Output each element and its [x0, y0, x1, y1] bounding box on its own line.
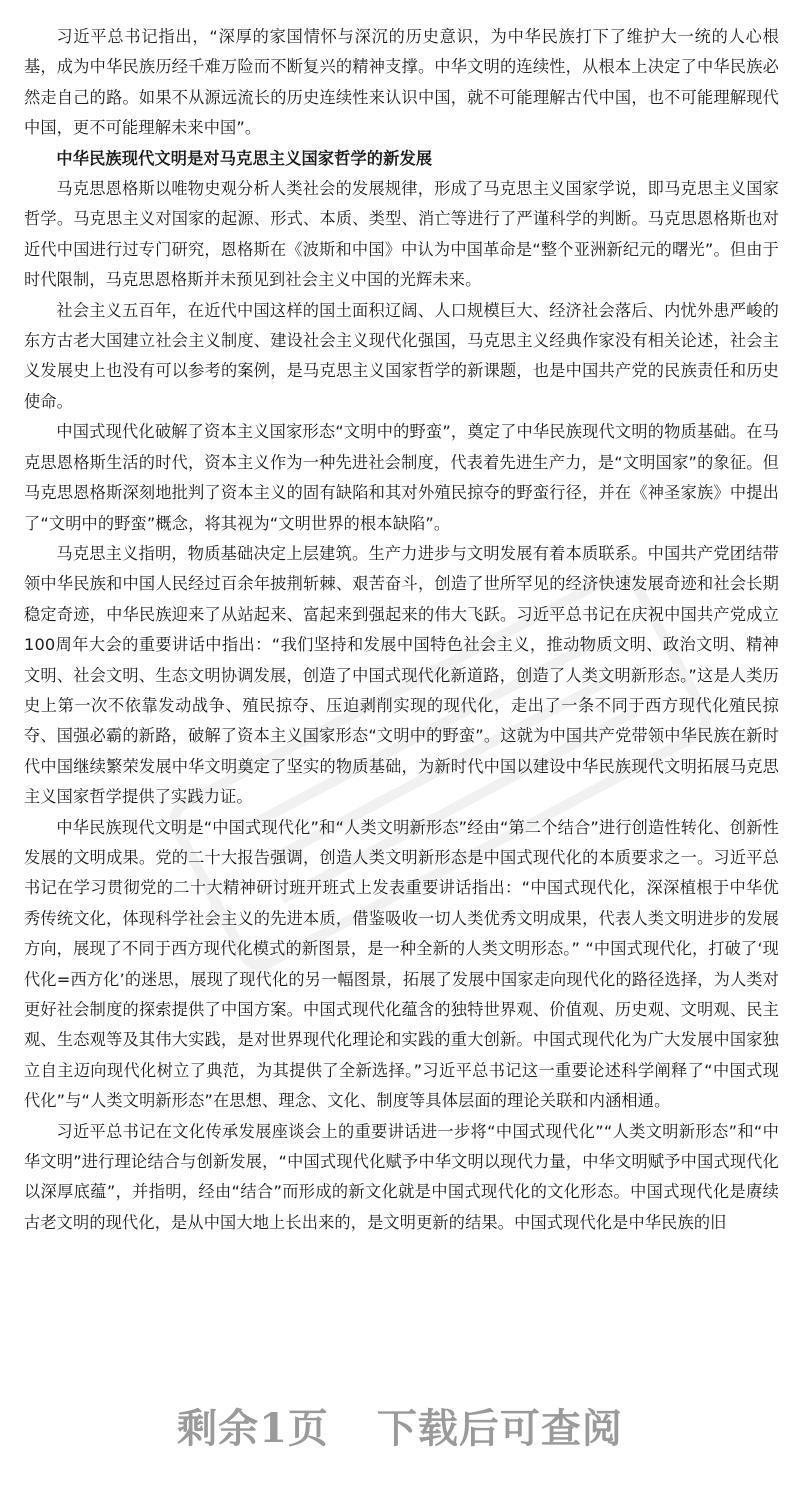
download-banner[interactable]: [0, 1404, 800, 1454]
paragraph-7: 习近平总书记在文化传承发展座谈会上的重要讲话进一步将“中国式现代化”“人类文明新形态”和“中华文明”进行理论结合与创新发展，“中国式现代化赋予中华文明以现代力量，中华文明赋予中国式现代化以深厚底蕴”，并指明，经由“结合”而形成的新文化就是中国式现代化的文化形态。中国式现代化是赓续古老文明的现代化，是从中国大地上长出来的，是文明更新的结果。中国式现代化是中华民族的旧: [24, 1121, 779, 1232]
paragraph-1: 习近平总书记指出，“深厚的家国情怀与深沉的历史意识，为中华民族打下了维护大一统的人心根基，成为中华民族历经千难万险而不断复兴的精神支撑。中华文明的连续性，从根本上决定了中华民族必然走自己的路。如果不从源远流长的历史连续性来认识中国，就不可能理解古代中国，也不可能理解现代中国，更不可能理解未来中国”。: [24, 27, 779, 138]
paragraph-4: 中国式现代化破解了资本主义国家形态“文明中的野蛮”，奠定了中华民族现代文明的物质基础。在马克思恩格斯生活的时代，资本主义作为一种先进社会制度，代表着先进生产力，是“文明国家”的象征。但马克思恩格斯深刻地批判了资本主义的固有缺陷和其对外殖民掠夺的野蛮行径，并在《神圣家族》中提出了“文明中的野蛮”概念，将其视为“文明世界的根本缺陷”。: [24, 422, 779, 533]
section-heading: 中华民族现代文明是对马克思主义国家哲学的新发展: [56, 148, 433, 168]
article-body: [24, 22, 779, 1238]
paragraph-6: 中华民族现代文明是“中国式现代化”和“人类文明新形态”经由“第二个结合”进行创造性转化、创新性发展的文明成果。党的二十大报告强调，创造人类文明新形态是中国式现代化的本质要求之一。习近平总书记在学习贯彻党的二十大精神研讨班开班式上发表重要讲话指出：“中国式现代化，深深植根于中华优秀传统文化，体现科学社会主义的先进本质，借鉴吸收一切人类优秀文明成果，代表人类文明进步的发展方向，展现了不同于西方现代化模式的新图景，是一种全新的人类文明形态。” “中国式现代化，打破了‘现代化=西方化’的迷思，展现了现代化的另一幅图景，拓展了发展中国家走向现代化的路径选择，为人类对更好社会制度的探索提供了中国方案。中国式现代化蕴含的独特世界观、价值观、历史观、文明观、民主观、生态观等及其伟大实践，是对世界现代化理论和实践的重大创新。中国式现代化为广大发展中国家独立自主迈向现代化树立了典范，为其提供了全新选择。”习近平总书记这一重要论述科学阐释了“中国式现代化”与“人类文明新形态”在思想、理念、文化、制度等具体层面的理论关联和内涵相通。: [24, 817, 779, 1111]
paragraph-5: 马克思主义指明，物质基础决定上层建筑。生产力进步与文明发展有着本质联系。中国共产党团结带领中华民族和中国人民经过百余年披荆斩棘、艰苦奋斗，创造了世所罕见的经济快速发展奇迹和社会长期稳定奇迹，中华民族迎来了从站起来、富起来到强起来的伟大飞跃。习近平总书记在庆祝中国共产党成立100周年大会的重要讲话中指出：“我们坚持和发展中国特色社会主义，推动物质文明、政治文明、精神文明、社会文明、生态文明协调发展，创造了中国式现代化新道路，创造了人类文明新形态。”这是人类历史上第一次不依靠发动战争、殖民掠夺、压迫剥削实现的现代化，走出了一条不同于西方现代化殖民掠夺、国强必霸的新路，破解了资本主义国家形态“文明中的野蛮”。这就为中国共产党带领中华民族在新时代中国继续繁荣发展中华文明奠定了坚实的物质基础，为新时代中国以建设中华民族现代文明拓展马克思主义国家哲学提供了实践力证。: [24, 543, 779, 807]
download-to-view-label[interactable]: 下载后可查阅: [376, 1405, 623, 1452]
paragraph-2: 马克思恩格斯以唯物史观分析人类社会的发展规律，形成了马克思主义国家学说，即马克思主义国家哲学。马克思主义对国家的起源、形式、本质、类型、消亡等进行了严谨科学的判断。马克思恩格斯也对近代中国进行过专门研究，恩格斯在《波斯和中国》中认为中国革命是“整个亚洲新纪元的曙光”。但由于时代限制，马克思恩格斯并未预见到社会主义中国的光辉未来。: [24, 179, 779, 290]
remaining-pages-label: 剩余1页: [177, 1405, 329, 1452]
paragraph-3: 社会主义五百年，在近代中国这样的国土面积辽阔、人口规模巨大、经济社会落后、内忧外患严峻的东方古老大国建立社会主义制度、建设社会主义现代化强国，马克思主义经典作家没有相关论述，社会主义发展史上也没有可以参考的案例，是马克思主义国家哲学的新课题，也是中国共产党的民族责任和历史使命。: [24, 300, 779, 411]
